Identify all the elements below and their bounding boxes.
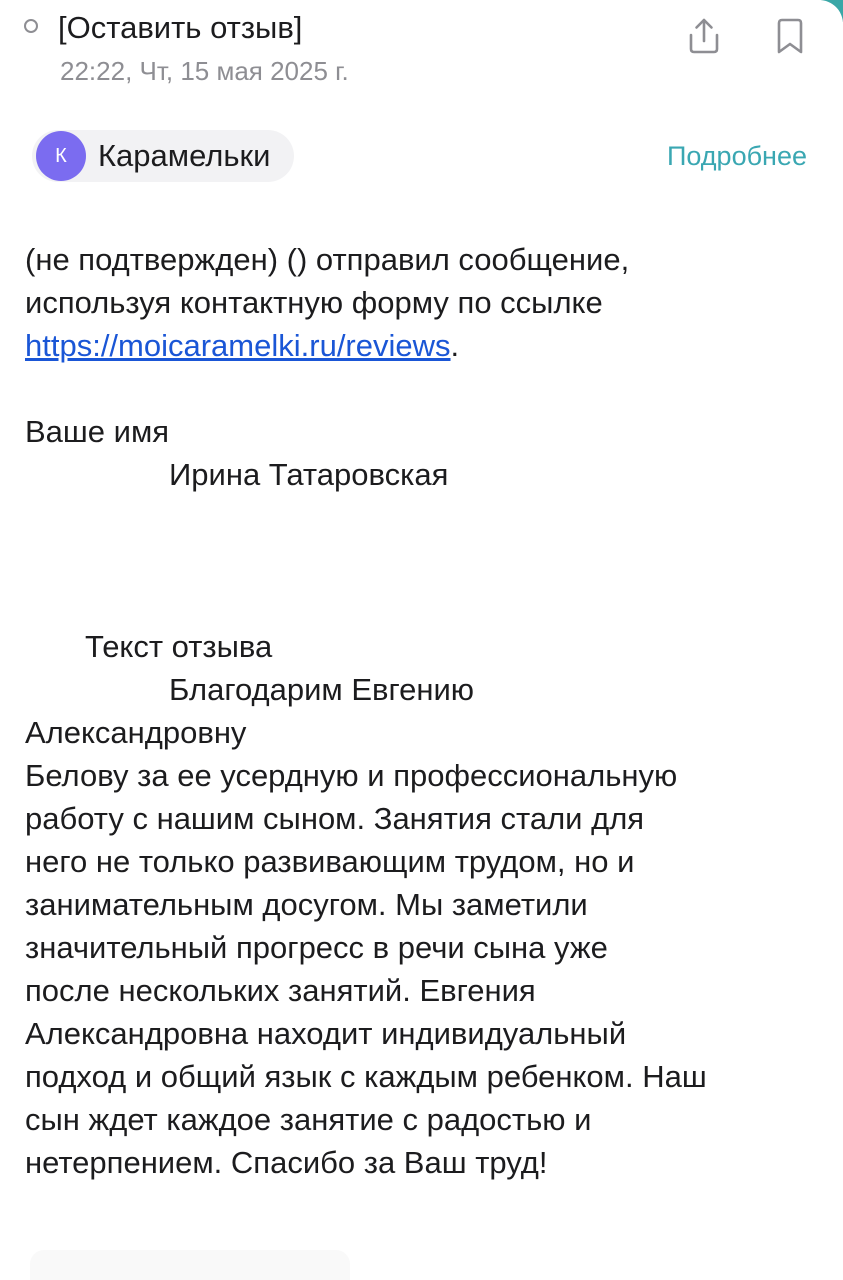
- review-line: подход и общий язык с каждым ребенком. Наш: [25, 1059, 707, 1094]
- bottom-fade: [30, 1250, 350, 1280]
- bookmark-icon: [768, 14, 812, 58]
- details-link[interactable]: Подробнее: [666, 141, 807, 171]
- review-line: Александровну: [25, 715, 247, 750]
- blank-line: [25, 367, 825, 410]
- email-subject: [Оставить отзыв]: [58, 10, 303, 45]
- url-line: [25, 324, 825, 367]
- review-line: нетерпением. Спасибо за Ваш труд!: [25, 1145, 548, 1180]
- sender-chip[interactable]: [32, 130, 294, 182]
- review-line: Благодарим Евгению: [169, 672, 475, 707]
- avatar: К: [36, 131, 86, 181]
- review-line: значительный прогресс в речи сына уже: [25, 930, 608, 965]
- review-line: занимательным досугом. Мы заметили: [25, 887, 588, 922]
- blank-line: [25, 496, 825, 539]
- intro-line: используя контактную форму по ссылке: [25, 285, 603, 320]
- email-header: [0, 0, 843, 100]
- name-value: Ирина Татаровская: [169, 457, 449, 492]
- review-line: работу с нашим сыном. Занятия стали для: [25, 801, 645, 836]
- review-label: Текст отзыва: [85, 629, 273, 664]
- review-line: него не только развивающим трудом, но и: [25, 844, 635, 879]
- share-icon: [682, 14, 726, 58]
- unread-indicator-icon[interactable]: [24, 19, 38, 33]
- sender-name: Карамельки: [98, 138, 271, 173]
- blank-line: [25, 539, 825, 582]
- review-line: Александровна находит индивидуальный: [25, 1016, 627, 1051]
- blank-line: [25, 582, 825, 625]
- review-line: сын ждет каждое занятие с радостью и: [25, 1102, 592, 1137]
- reviews-link[interactable]: https://moicaramelki.ru/reviews: [25, 328, 451, 363]
- bookmark-button[interactable]: [768, 14, 812, 58]
- intro-line: (не подтвержден) () отправил сообщение,: [25, 242, 630, 277]
- email-body: [25, 238, 825, 1184]
- share-button[interactable]: [682, 14, 726, 58]
- name-label: Ваше имя: [25, 414, 170, 449]
- review-line: Белову за ее усердную и профессиональную: [25, 758, 678, 793]
- email-date: 22:22, Чт, 15 мая 2025 г.: [60, 56, 349, 86]
- review-line: после нескольких занятий. Евгения: [25, 973, 536, 1008]
- url-suffix: .: [450, 328, 460, 363]
